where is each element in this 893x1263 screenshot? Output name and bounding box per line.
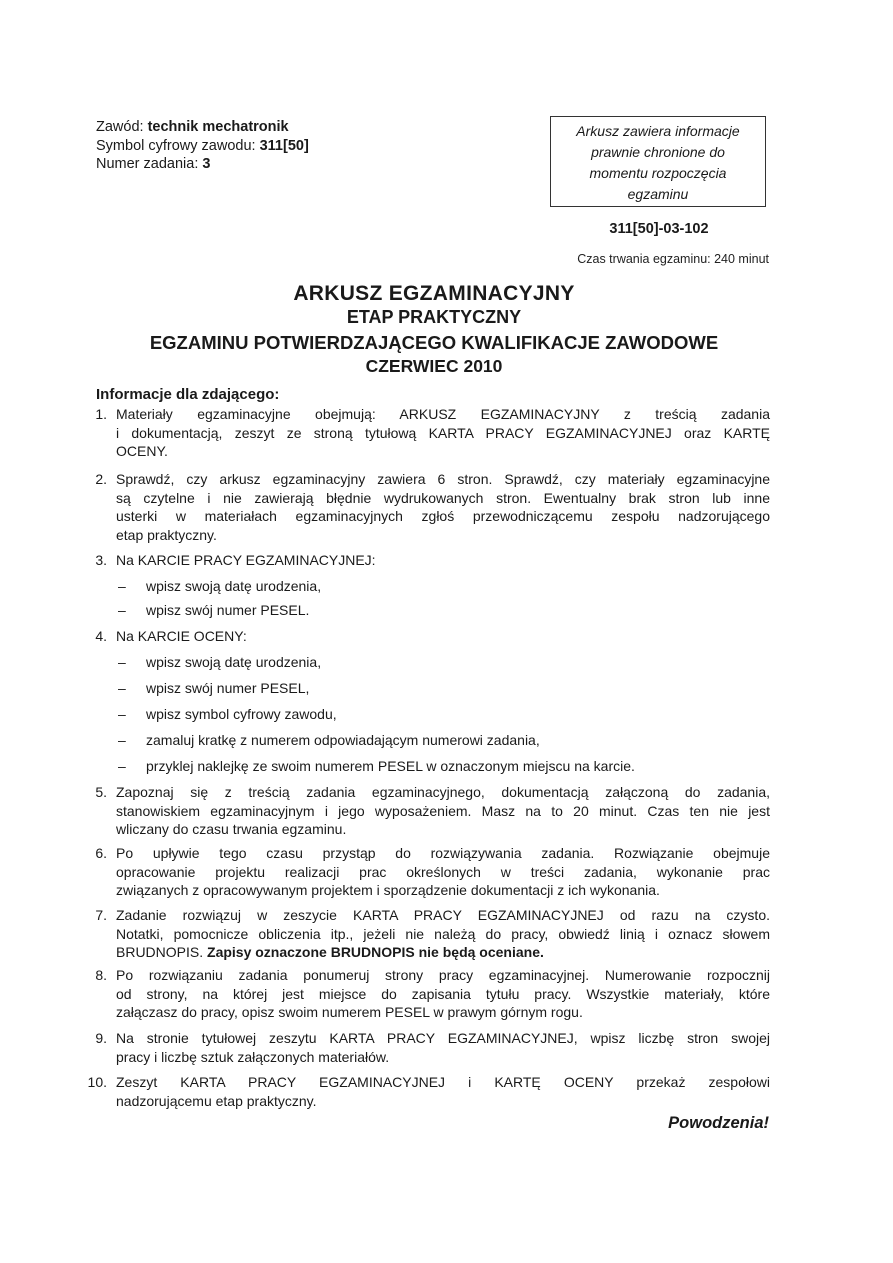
sub-item-text: przyklej naklejkę ze swoim numerem PESEL w oznaczonym miejscu na karcie. xyxy=(146,758,635,774)
sub-item-text: wpisz swoją datę urodzenia, xyxy=(146,654,322,670)
task-number-label: Numer zadania: xyxy=(96,156,199,172)
item-text xyxy=(116,1073,770,1110)
profession-value: technik mechatronik xyxy=(147,119,289,135)
dash: – xyxy=(118,706,126,722)
text-line: Po rozwiązaniu zadania ponumeruj strony pracy egzaminacyjnej. Numerowanie rozpocznij xyxy=(116,967,770,983)
text-line: i dokumentacją, zeszyt ze stroną tytułową KARTA PRACY EGZAMINACYJNEJ oraz KARTĘ xyxy=(116,424,770,441)
symbol-row xyxy=(96,137,309,156)
profession-label: Zawód: xyxy=(96,119,144,135)
sub-item-text: wpisz swoją datę urodzenia, xyxy=(146,578,322,594)
sub-item-text: wpisz symbol cyfrowy zawodu, xyxy=(146,706,337,722)
item-text xyxy=(116,1029,770,1066)
item-text xyxy=(116,551,770,570)
text-line: Sprawdź, czy arkusz egzaminacyjny zawiera 6 stron. Sprawdź, czy materiały egzaminacyjne xyxy=(116,471,770,487)
item-text xyxy=(116,405,770,461)
notice-line: prawnie chronione do xyxy=(591,144,725,160)
text-line: Zadanie rozwiązuj w zeszycie KARTA PRACY EGZAMINACYJNEJ od razu na czysto. xyxy=(116,907,770,923)
item-number: 2. xyxy=(95,471,107,487)
item-text xyxy=(116,627,770,646)
text-line: pracy i liczbę sztuk załączonych materiałów. xyxy=(116,1048,390,1065)
text-bold: Zapisy oznaczone BRUDNOPIS nie będą oceniane. xyxy=(207,944,544,960)
item-number: 9. xyxy=(95,1030,107,1046)
exam-header-info xyxy=(96,118,309,174)
dash: – xyxy=(118,578,126,594)
confidential-notice-box xyxy=(550,116,766,207)
text-plain: BRUDNOPIS. xyxy=(116,944,208,960)
symbol-label: Symbol cyfrowy zawodu: xyxy=(96,137,256,154)
item-number: 8. xyxy=(95,967,107,983)
symbol-value: 311[50] xyxy=(259,137,309,154)
dash: – xyxy=(118,602,126,618)
dash: – xyxy=(118,732,126,748)
exam-duration: Czas trwania egzaminu: 240 minut xyxy=(577,252,769,266)
notice-line: momentu rozpoczęcia xyxy=(589,165,727,181)
item-number: 5. xyxy=(95,784,107,800)
dash: – xyxy=(118,680,126,696)
task-number-row xyxy=(96,155,309,174)
text-line: OCENY. xyxy=(116,443,168,459)
text-line: Notatki, pomocnicze obliczenia itp., jeżeli nie należą do pracy, obwiedź linią i oznacz słowem xyxy=(116,925,770,942)
text-line: etap praktyczny. xyxy=(116,526,217,543)
title-line-2: ETAP PRAKTYCZNY xyxy=(346,307,522,327)
text-line: Na KARCIE OCENY: xyxy=(116,628,247,644)
sub-item-text: wpisz swój numer PESEL. xyxy=(146,602,310,618)
exam-title-block xyxy=(96,281,772,378)
sub-item-text: wpisz swój numer PESEL, xyxy=(146,680,310,696)
text-line: usterki w materiałach egzaminacyjnych zgłoś przewodniczącemu zespołu nadzorującego xyxy=(116,508,770,524)
item-number: 1. xyxy=(95,406,107,422)
item-number: 10. xyxy=(87,1074,107,1090)
text-line: załączasz do pracy, opisz swoim numerem PESEL w prawym górnym rogu. xyxy=(116,1004,583,1020)
text-line: Materiały egzaminacyjne obejmują: ARKUSZ EGZAMINACYJNY z treścią zadania xyxy=(116,406,770,422)
title-line-4: CZERWIEC 2010 xyxy=(365,356,503,376)
item-number: 6. xyxy=(95,845,107,861)
text-line xyxy=(116,943,770,962)
task-number-value: 3 xyxy=(202,156,211,172)
text-line: wliczany do czasu trwania egzaminu. xyxy=(116,821,347,837)
notice-line: Arkusz zawiera informacje xyxy=(576,123,740,139)
exam-code: 311[50]-03-102 xyxy=(609,221,709,237)
text-line: nadzorującemu etap praktyczny. xyxy=(116,1092,317,1109)
text-line: Na KARCIE PRACY EGZAMINACYJNEJ: xyxy=(116,552,376,568)
item-number: 7. xyxy=(95,907,107,923)
item-text xyxy=(116,966,770,1022)
text-line: od strony, na której jest miejsce do zapisania tytułu pracy. Wszystkie materiały, które xyxy=(116,985,770,1002)
item-number: 3. xyxy=(95,552,107,568)
item-text xyxy=(116,906,770,962)
text-line: Na stronie tytułowej zeszytu KARTA PRACY EGZAMINACYJNEJ, wpisz liczbę stron swojej xyxy=(116,1030,770,1046)
info-heading: Informacje dla zdającego: xyxy=(96,386,280,403)
text-line: Zeszyt KARTA PRACY EGZAMINACYJNEJ i KARTĘ OCENY przekaż zespołowi xyxy=(116,1074,770,1090)
item-text xyxy=(116,783,770,839)
item-number: 4. xyxy=(95,628,107,644)
title-line-3: EGZAMINU POTWIERDZAJĄCEGO KWALIFIKACJE ZAWODOWE xyxy=(149,332,719,353)
dash: – xyxy=(118,654,126,670)
text-line: związanych z opracowywanym projektem i sporządzenie dokumentacji z ich wykonania. xyxy=(116,882,660,898)
dash: – xyxy=(118,758,126,774)
profession-row xyxy=(96,118,309,137)
notice-line: egzaminu xyxy=(627,186,689,202)
sub-item-text: zamaluj kratkę z numerem odpowiadającym numerowi zadania, xyxy=(146,732,540,748)
good-luck-text: Powodzenia! xyxy=(668,1114,769,1132)
text-line: opracowanie projektu realizacji prac określonych w treści zadania, wykonanie prac xyxy=(116,863,770,880)
item-text xyxy=(116,844,770,900)
title-line-1: ARKUSZ EGZAMINACYJNY xyxy=(293,282,575,305)
text-line: stanowiskiem egzaminacyjnym i jego wyposażeniem. Masz na to 20 minut. Czas ten nie jest xyxy=(116,802,770,819)
text-line: Po upływie tego czasu przystąp do rozwiązywania zadania. Rozwiązanie obejmuje xyxy=(116,845,770,861)
text-line: Zapoznaj się z treścią zadania egzaminacyjnego, dokumentacją załączoną do zadania, xyxy=(116,784,770,800)
item-text xyxy=(116,470,770,544)
text-line: są czytelne i nie zawierają błędnie wydrukowanych stron. Ewentualny brak stron lub inne xyxy=(116,489,770,506)
